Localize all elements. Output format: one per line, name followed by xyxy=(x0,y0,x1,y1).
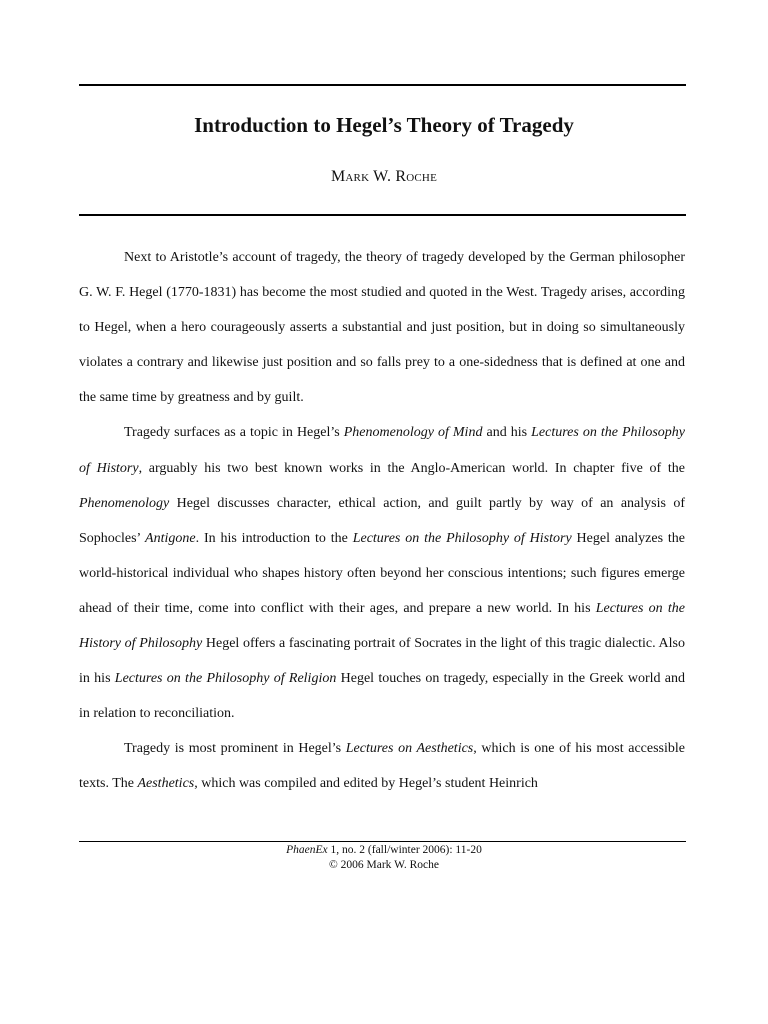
header-rule xyxy=(79,214,686,216)
text-run: , arguably his two best known works in the Anglo-American world. In chapter five of the xyxy=(138,460,686,476)
paragraph xyxy=(79,415,685,731)
text-run: Hegel offers a fascinating portrait of Socrates in the light of this tragic dialectic. Also in his xyxy=(79,636,685,687)
text-run: , which was compiled and edited by Hegel’s student Heinrich xyxy=(194,776,538,792)
paragraph xyxy=(79,731,685,801)
top-rule xyxy=(79,84,686,86)
page-footer xyxy=(0,843,768,873)
italic-title-run: Lectures on the Philosophy of History xyxy=(352,530,572,546)
italic-title-run: Lectures on the History of Philosophy xyxy=(79,600,685,652)
paragraph xyxy=(79,240,685,415)
italic-title-run: Lectures on the Philosophy of History xyxy=(79,425,685,476)
citation-line xyxy=(0,843,768,858)
article-body xyxy=(79,240,685,802)
italic-title-run: Aesthetics xyxy=(137,776,195,792)
text-run: and his xyxy=(482,425,532,441)
italic-title-run: Lectures on Aesthetics xyxy=(345,741,474,757)
text-run: Next to Aristotle’s account of tragedy, the theory of tragedy developed by the German philosopher G. W. F. Hegel (1770-1831) has become the most studied and quoted in the West. Tragedy arises, according to Hegel, when a hero courageously asserts a substantial and just position, but in doing so simultaneously violates a contrary and likewise just position and so falls prey to a one-sidedness that is defined at one and the same time by greatness and by guilt. xyxy=(79,250,685,406)
citation-details: 1, no. 2 (fall/winter 2006): 11-20 xyxy=(327,844,482,856)
italic-title-run: Lectures on the Philosophy of Religion xyxy=(114,671,337,687)
text-run: Hegel analyzes the world-historical individual who shapes history often beyond her conscious intentions; such figures emerge ahead of their time, come into conflict with their ages, and prepare a new world. In his xyxy=(79,530,685,616)
italic-title-run: Phenomenology of Mind xyxy=(343,425,483,441)
footer-rule xyxy=(79,841,686,842)
text-run: Hegel touches on tragedy, especially in the Greek world and in relation to reconciliation. xyxy=(79,671,685,722)
author-name: Mark W. Roche xyxy=(330,168,437,185)
article-title: Introduction to Hegel’s Theory of Tragedy xyxy=(194,113,574,137)
italic-title-run: Phenomenology xyxy=(79,495,170,511)
copyright-line: © 2006 Mark W. Roche xyxy=(329,859,439,871)
text-run: , which is one of his most accessible texts. The xyxy=(79,741,685,792)
journal-name: PhaenEx xyxy=(286,844,328,856)
text-run: Tragedy surfaces as a topic in Hegel’s xyxy=(124,425,344,441)
text-run: . In his introduction to the xyxy=(195,530,353,546)
text-run: Tragedy is most prominent in Hegel’s xyxy=(124,741,346,757)
text-run: Hegel discusses character, ethical action, and guilt partly by way of an analysis of Sophocles’ xyxy=(79,495,685,546)
italic-title-run: Antigone xyxy=(145,530,196,546)
